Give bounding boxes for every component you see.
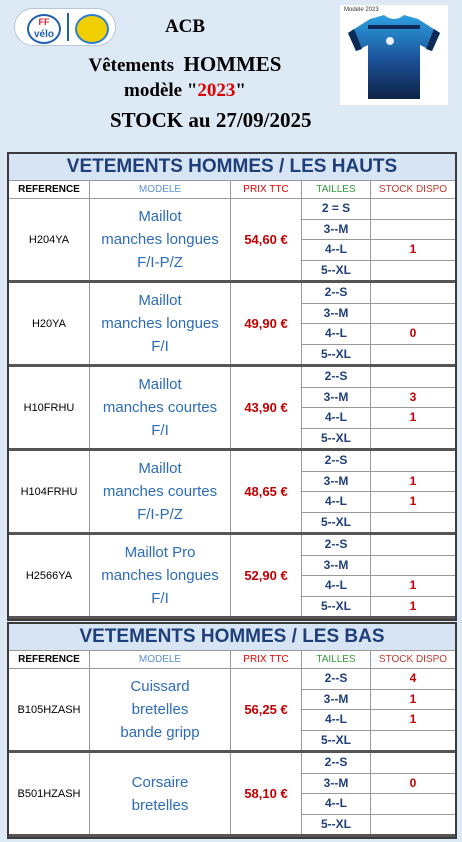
- model-cell: [90, 535, 231, 616]
- size-item: 5--XL: [321, 514, 351, 529]
- model-line: F/I: [151, 422, 169, 439]
- stock-value: [371, 731, 455, 751]
- size-item: 4--L: [302, 324, 370, 345]
- stock-value: [371, 556, 455, 577]
- model-line: manches longues: [101, 315, 219, 332]
- stock-value: 1: [371, 710, 455, 731]
- stock-value: [371, 283, 455, 304]
- stock-cell: [371, 199, 455, 280]
- stock-value: 0: [371, 324, 455, 345]
- model-cell: [90, 199, 231, 280]
- sizes-cell: [302, 199, 371, 280]
- size-item: 3--M: [302, 388, 370, 409]
- stock-value: [371, 815, 455, 835]
- size-item: 2--S: [302, 283, 370, 304]
- jersey-icon: [340, 5, 448, 105]
- stock-value: 1: [409, 598, 417, 613]
- model-line: bretelles: [131, 701, 189, 718]
- price-cell: 49,90 €: [231, 283, 302, 364]
- title-line-2: Vêtements HOMMES: [88, 52, 282, 76]
- stock-date: STOCK au 27/09/2025: [110, 108, 312, 132]
- stock-value: [371, 753, 455, 774]
- model-line: F/I-P/Z: [137, 506, 183, 523]
- size-item: 4--L: [302, 710, 370, 731]
- stock-value: 1: [371, 492, 455, 513]
- size-item: 2--S: [302, 367, 370, 388]
- ffvelo-emblem-icon: FF vélo: [27, 14, 61, 44]
- table-row: [9, 367, 455, 451]
- model-line: bretelles: [131, 796, 189, 814]
- col-model: MODELE: [90, 181, 231, 198]
- reference-cell: H20YA: [9, 283, 90, 364]
- table-row: [9, 669, 455, 753]
- reference-cell: H2566YA: [9, 535, 90, 616]
- model-line: bande gripp: [120, 724, 200, 741]
- size-item: 2 = S: [302, 199, 370, 220]
- page-header: [0, 0, 462, 150]
- price-cell: 48,65 €: [231, 451, 302, 532]
- stock-value: 1: [371, 408, 455, 429]
- size-item: 5--XL: [321, 732, 351, 747]
- model-text: [101, 541, 219, 610]
- size-item: 5--XL: [321, 598, 351, 613]
- stock-value: [371, 261, 455, 281]
- stock-cell: [371, 753, 455, 834]
- stock-value: 0: [371, 774, 455, 795]
- col-sizes: TAILLES: [302, 651, 371, 668]
- col-model: MODELE: [90, 651, 231, 668]
- sizes-cell: [302, 753, 371, 834]
- stock-value: [371, 220, 455, 241]
- reference-cell: B501HZASH: [9, 753, 90, 834]
- col-price: PRIX TTC: [231, 651, 302, 668]
- reference-cell: B105HZASH: [9, 669, 90, 750]
- model-line: manches longues: [101, 567, 219, 584]
- stock-cell: [371, 535, 455, 616]
- table-row: [9, 283, 455, 367]
- size-item: 4--L: [302, 408, 370, 429]
- model-text: [101, 289, 219, 358]
- stock-value: 1: [371, 472, 455, 493]
- model-line: Cuissard: [130, 678, 190, 695]
- size-item: 5--XL: [321, 262, 351, 277]
- model-line: F/I-P/Z: [137, 254, 183, 271]
- stock-value: [371, 535, 455, 556]
- model-cell: [90, 451, 231, 532]
- model-text: [101, 205, 219, 274]
- stock-cell: [371, 283, 455, 364]
- col-reference: REFERENCE: [9, 651, 90, 668]
- size-item: 5--XL: [321, 346, 351, 361]
- model-cell: [90, 753, 231, 834]
- size-item: 4--L: [302, 240, 370, 261]
- model-line: Maillot: [138, 292, 182, 309]
- sizes-cell: [302, 451, 371, 532]
- model-line: F/I: [151, 338, 169, 355]
- column-headers: [9, 651, 455, 669]
- model-line: Maillot: [138, 208, 182, 225]
- size-item: 4--L: [302, 576, 370, 597]
- size-item: 2--S: [302, 451, 370, 472]
- model-cell: [90, 669, 231, 750]
- price-cell: 56,25 €: [231, 669, 302, 750]
- column-headers: [9, 181, 455, 199]
- size-item: 4--L: [302, 794, 370, 815]
- price-cell: 58,10 €: [231, 753, 302, 834]
- table-row: [9, 753, 455, 837]
- col-reference: REFERENCE: [9, 181, 90, 198]
- stock-value: 4: [371, 669, 455, 690]
- sizes-cell: [302, 669, 371, 750]
- size-item: 2--S: [302, 535, 370, 556]
- reference-cell: H204YA: [9, 199, 90, 280]
- model-line: manches courtes: [102, 399, 218, 416]
- jersey-image: Modele 2023: [340, 5, 448, 105]
- model-text: [132, 771, 189, 817]
- model-cell: [90, 283, 231, 364]
- model-line: Maillot: [138, 376, 182, 393]
- club-name: ACB: [164, 16, 206, 37]
- price-cell: 54,60 €: [231, 199, 302, 280]
- section-title: VETEMENTS HOMMES / LES BAS: [9, 624, 455, 651]
- stock-value: [371, 429, 455, 449]
- stock-value: [371, 794, 455, 815]
- model-line: manches courtes: [102, 483, 218, 500]
- size-item: 3--M: [302, 556, 370, 577]
- sizes-cell: [302, 283, 371, 364]
- model-line: Maillot: [138, 460, 182, 477]
- col-price: PRIX TTC: [231, 181, 302, 198]
- model-text: [103, 457, 217, 526]
- size-item: 2--S: [302, 669, 370, 690]
- stock-cell: [371, 451, 455, 532]
- stock-cell: [371, 669, 455, 750]
- stock-value: [371, 345, 455, 365]
- stock-value: 1: [371, 576, 455, 597]
- stock-value: [371, 451, 455, 472]
- section-bottoms: [7, 622, 457, 839]
- col-stock: STOCK DISPO: [378, 654, 448, 665]
- table-row: [9, 535, 455, 619]
- model-text: [103, 373, 217, 442]
- stock-value: [371, 199, 455, 220]
- title-line-3: modèle "2023": [124, 80, 246, 101]
- stock-value: 1: [371, 690, 455, 711]
- size-item: 3--M: [302, 304, 370, 325]
- stock-value: 3: [371, 388, 455, 409]
- price-cell: 43,90 €: [231, 367, 302, 448]
- model-line: manches longues: [101, 231, 219, 248]
- size-item: 2--S: [302, 753, 370, 774]
- size-item: 3--M: [302, 472, 370, 493]
- stock-value: 1: [371, 240, 455, 261]
- price-cell: 52,90 €: [231, 535, 302, 616]
- size-item: 3--M: [302, 774, 370, 795]
- stock-value: [371, 513, 455, 533]
- size-item: 3--M: [302, 690, 370, 711]
- table-row: [9, 451, 455, 535]
- model-line: Maillot Pro: [124, 544, 196, 561]
- model-text: [120, 675, 199, 744]
- model-cell: [90, 367, 231, 448]
- stock-value: [371, 367, 455, 388]
- size-item: 5--XL: [321, 816, 351, 831]
- section-title: VETEMENTS HOMMES / LES HAUTS: [9, 154, 455, 181]
- table-row: [9, 199, 455, 283]
- col-sizes: TAILLES: [302, 181, 371, 198]
- col-stock: STOCK DISPO: [378, 184, 448, 195]
- reference-cell: H104FRHU: [9, 451, 90, 532]
- stock-value: [371, 304, 455, 325]
- size-item: 5--XL: [321, 430, 351, 445]
- stock-cell: [371, 367, 455, 448]
- model-line: F/I: [151, 590, 169, 607]
- sizes-cell: [302, 535, 371, 616]
- size-item: 4--L: [302, 492, 370, 513]
- section-tops: [7, 152, 457, 621]
- reference-cell: H10FRHU: [9, 367, 90, 448]
- size-item: 3--M: [302, 220, 370, 241]
- sizes-cell: [302, 367, 371, 448]
- model-line: Corsaire: [131, 773, 189, 791]
